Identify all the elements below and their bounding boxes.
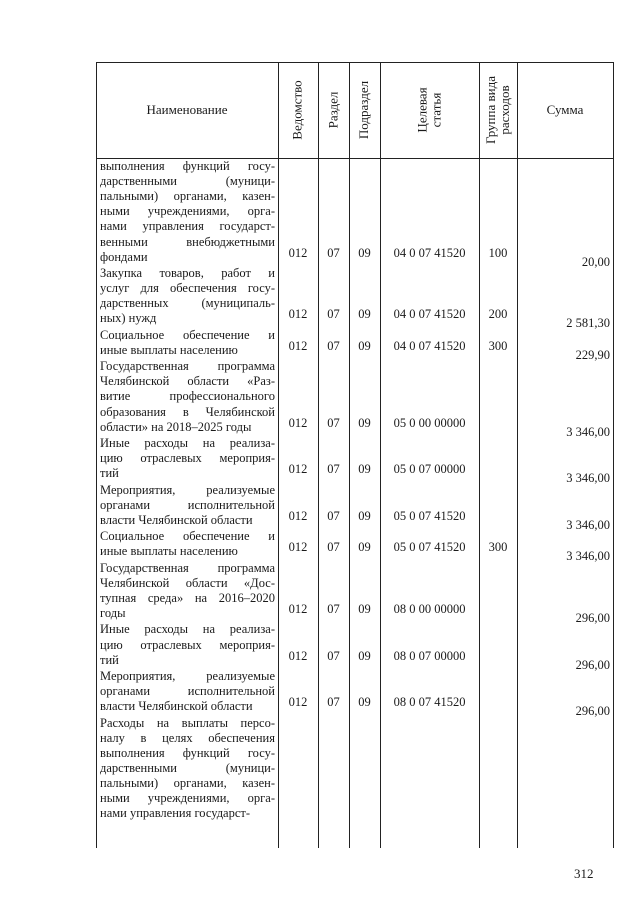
row-sub-cell: 09 xyxy=(358,648,371,663)
row-sub-cell: 09 xyxy=(358,307,371,322)
header-group xyxy=(479,62,517,158)
row-name-line: Расходы на выплаты персо- xyxy=(100,715,275,730)
row-dept-cell: 012 xyxy=(288,415,308,430)
row-target-cell: 08 0 07 41520 xyxy=(393,695,466,710)
row-sum-cell: 3 346,00 xyxy=(566,471,610,486)
row-dept-cell: 012 xyxy=(288,540,308,555)
col-border xyxy=(613,62,614,848)
header-target-label xyxy=(415,87,443,132)
row-name-line: дарственными (муници- xyxy=(100,760,275,775)
row-group-cell: 200 xyxy=(488,307,508,322)
row-target-cell: 08 0 00 00000 xyxy=(393,602,466,616)
row-sum-cell: 2 581,30 xyxy=(566,316,610,331)
row-name-line: Закупка товаров, работ и xyxy=(100,266,275,280)
row-sum-cell: 3 346,00 xyxy=(566,424,610,439)
row-name-line: иные выплаты населению xyxy=(100,544,238,559)
row-name-line: Мероприятия, реализуемые xyxy=(100,482,275,497)
row-name-line: тупная среда» на 2016–2020 xyxy=(100,590,275,605)
row-name-line: тий xyxy=(100,466,119,481)
col-border xyxy=(278,62,279,848)
col-border xyxy=(479,62,480,848)
row-name-line: власти Челябинской области xyxy=(100,699,253,714)
row-name-line: цию отраслевых мероприя- xyxy=(100,451,275,466)
row-name-line: дарственных (муниципаль- xyxy=(100,296,275,311)
row-dept-cell: 012 xyxy=(288,245,308,260)
row-name-line: иные выплаты населению xyxy=(100,342,238,357)
row-name-line: цию отраслевых мероприя- xyxy=(100,637,275,652)
row-sum-cell: 3 346,00 xyxy=(566,517,610,532)
row-name-line: выполнения функций госу- xyxy=(100,745,275,760)
row-target-cell: 05 0 07 41520 xyxy=(393,508,466,523)
row-name-line: дарственными (муници- xyxy=(100,174,275,189)
row-target-cell: 04 0 07 41520 xyxy=(393,338,466,353)
header-group-line2: расходов xyxy=(497,85,513,135)
row-sum-cell: 296,00 xyxy=(575,657,610,672)
row-sum-cell: 229,90 xyxy=(575,347,610,362)
row-name-line: Иные расходы на реализа- xyxy=(100,436,275,450)
col-border xyxy=(517,62,518,848)
row-name-line: ными учреждениями, орга- xyxy=(100,791,275,806)
row-name-line: нами управления государст- xyxy=(100,219,275,234)
header-dept xyxy=(278,62,318,158)
row-section-cell: 07 xyxy=(327,338,340,353)
row-name-line: пальными) органами, казен- xyxy=(100,776,275,790)
row-name-line: пальными) органами, казен- xyxy=(100,189,275,204)
header-subsection xyxy=(349,62,380,158)
col-border xyxy=(349,62,350,848)
header-group-line1: Группа вида xyxy=(483,76,499,144)
row-target-cell: 04 0 07 41520 xyxy=(393,245,466,260)
row-name-line: тий xyxy=(100,652,119,667)
row-name-line: органами исполнительной xyxy=(100,684,275,699)
row-target-cell: 05 0 00 00000 xyxy=(393,415,466,430)
row-dept-cell: 012 xyxy=(288,307,308,322)
header-target xyxy=(380,62,479,158)
row-name-line: области» на 2018–2025 годы xyxy=(100,419,252,434)
row-name-line: Государственная программа xyxy=(100,359,275,374)
header-sum xyxy=(517,62,613,158)
row-sub-cell: 09 xyxy=(358,338,371,353)
row-name-line: Социальное обеспечение и xyxy=(100,529,275,544)
row-dept-cell: 012 xyxy=(288,508,308,523)
row-dept-cell: 012 xyxy=(288,338,308,353)
header-name xyxy=(96,62,278,158)
row-dept-cell: 012 xyxy=(288,602,308,616)
header-target-line1: Целевая xyxy=(414,87,430,133)
row-target-cell: 05 0 07 00000 xyxy=(393,462,466,477)
row-group-cell: 300 xyxy=(488,540,508,555)
row-section-cell: 07 xyxy=(327,462,340,477)
header-sum-label: Сумма xyxy=(546,102,584,117)
row-name-line: органами исполнительной xyxy=(100,497,275,512)
row-name-line: нами управления государст- xyxy=(100,806,251,821)
row-name-line: налу в целях обеспечения xyxy=(100,730,275,745)
row-section-cell: 07 xyxy=(327,695,340,710)
row-name-line: Государственная программа xyxy=(100,560,275,575)
row-name-line: Иные расходы на реализа- xyxy=(100,622,275,637)
header-section-label: Раздел xyxy=(325,91,341,129)
header-target-line2: статья xyxy=(428,92,444,128)
row-group-cell: 100 xyxy=(488,245,508,260)
row-sub-cell: 09 xyxy=(358,462,371,477)
row-sum-cell: 20,00 xyxy=(581,254,610,269)
row-name-line: витие профессионального xyxy=(100,389,275,404)
row-dept-cell: 012 xyxy=(288,695,308,710)
row-name-line: ными учреждениями, орга- xyxy=(100,204,275,219)
row-section-cell: 07 xyxy=(327,415,340,430)
row-name-line: Челябинской области «Дос- xyxy=(100,575,275,590)
row-name-line: услуг для обеспечения госу- xyxy=(100,281,275,296)
row-target-cell: 05 0 07 41520 xyxy=(393,540,466,555)
row-section-cell: 07 xyxy=(327,508,340,523)
col-border xyxy=(96,62,97,848)
row-sub-cell: 09 xyxy=(358,245,371,260)
row-name-line: ных) нужд xyxy=(100,311,157,326)
row-section-cell: 07 xyxy=(327,540,340,555)
row-section-cell: 07 xyxy=(327,245,340,260)
row-sum-cell: 296,00 xyxy=(575,704,610,719)
row-sub-cell: 09 xyxy=(358,508,371,523)
row-section-cell: 07 xyxy=(327,648,340,663)
header-name-label: Наименование xyxy=(146,102,228,117)
row-name-line: Мероприятия, реализуемые xyxy=(100,669,275,683)
row-name-line: образования в Челябинской xyxy=(100,404,275,419)
row-name-line: власти Челябинской области xyxy=(100,512,253,527)
row-name-line: годы xyxy=(100,606,126,620)
row-target-cell: 08 0 07 00000 xyxy=(393,648,466,663)
row-name-line: Челябинской области «Раз- xyxy=(100,374,275,389)
row-name-line: венными внебюджетными xyxy=(100,234,275,249)
row-dept-cell: 012 xyxy=(288,648,308,663)
row-dept-cell: 012 xyxy=(288,462,308,477)
row-sub-cell: 09 xyxy=(358,415,371,430)
row-sum-cell: 3 346,00 xyxy=(566,549,610,564)
row-group-cell: 300 xyxy=(488,338,508,353)
row-sub-cell: 09 xyxy=(358,695,371,710)
row-name-line: выполнения функций госу- xyxy=(100,159,275,173)
col-border xyxy=(318,62,319,848)
row-name-line: Социальное обеспечение и xyxy=(100,327,275,342)
col-border xyxy=(380,62,381,848)
header-dept-label: Ведомство xyxy=(290,80,305,140)
row-sub-cell: 09 xyxy=(358,540,371,555)
row-target-cell: 04 0 07 41520 xyxy=(393,307,466,322)
header-subsection-label: Подраздел xyxy=(356,80,372,140)
budget-table xyxy=(96,62,614,848)
row-name-line: фондами xyxy=(100,249,148,264)
row-sub-cell: 09 xyxy=(358,602,371,616)
row-section-cell: 07 xyxy=(327,602,340,616)
row-sum-cell: 296,00 xyxy=(575,611,610,625)
row-section-cell: 07 xyxy=(327,307,340,322)
header-group-label xyxy=(484,76,512,144)
header-section xyxy=(318,62,349,158)
page-number: 312 xyxy=(574,866,594,881)
